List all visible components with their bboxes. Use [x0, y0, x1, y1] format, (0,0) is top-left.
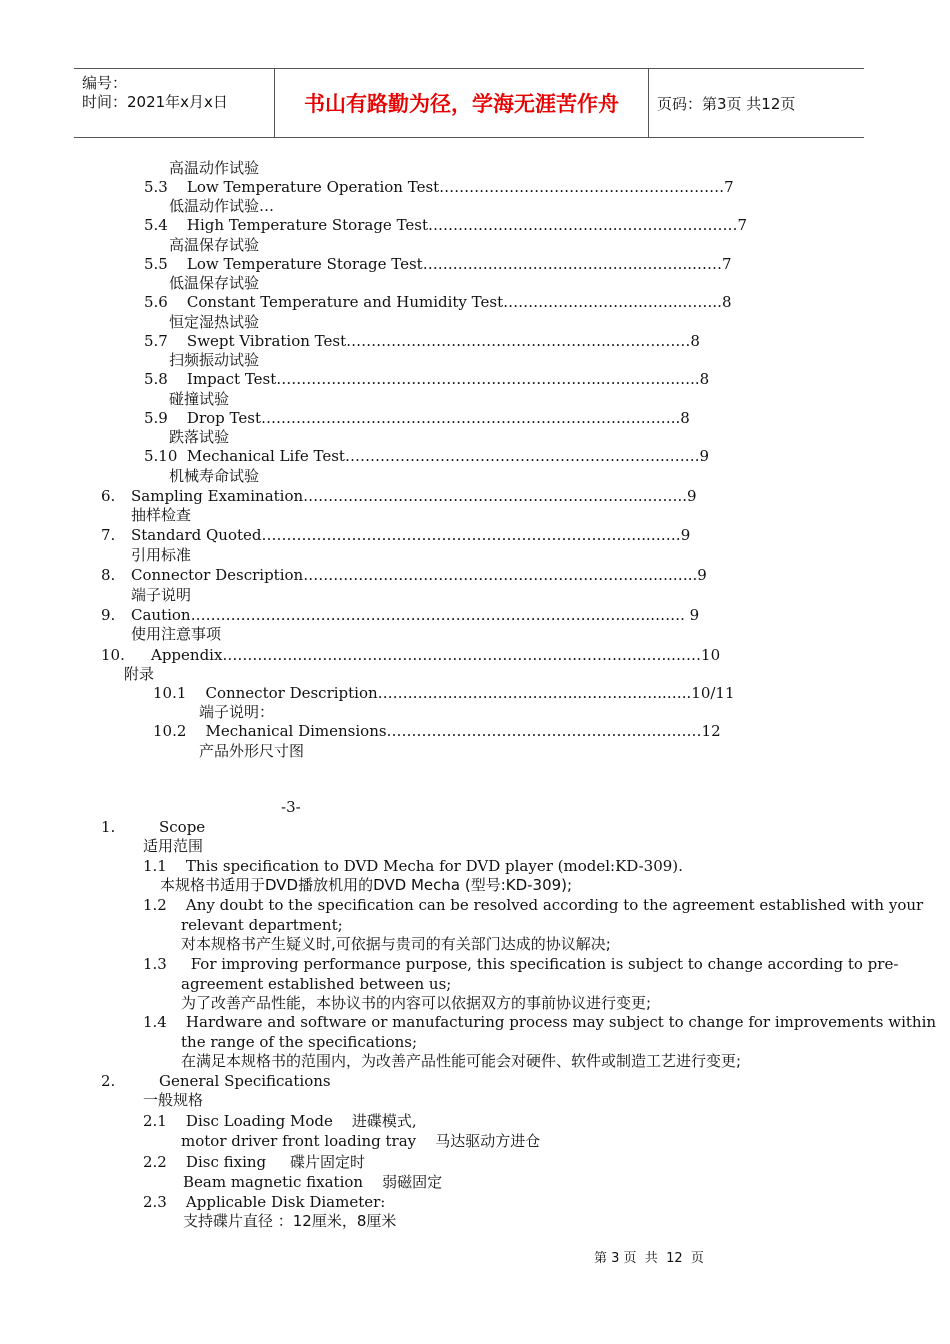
- toc-line: 低温保存试验: [169, 274, 260, 292]
- toc-line: 端子说明: [131, 586, 192, 604]
- toc-line: 5.9 Drop Test……………………………………………………………….………..8: [144, 409, 690, 427]
- body-line: the range of the specifications;: [181, 1033, 418, 1051]
- body-line: 支持碟片直径 ：12厘米，8厘米: [183, 1212, 397, 1230]
- section-number: 1.: [101, 818, 116, 836]
- section-title-zh: 适用范围: [143, 837, 204, 855]
- toc-number: 6.: [101, 487, 116, 505]
- toc-line: 端子说明：: [199, 703, 275, 721]
- toc-line: 使用注意事项: [131, 625, 222, 643]
- toc-line: 引用标准: [131, 546, 192, 564]
- toc-line: 恒定湿热试验: [169, 313, 260, 331]
- body-line: 1.3 For improving performance purpose, this specification is subject to change according to pre-: [143, 955, 899, 973]
- toc-line: Sampling Examination…………………………………………………………...……..9: [131, 487, 697, 505]
- toc-line: 跌落试验: [169, 428, 230, 446]
- body-line: 为了改善产品性能，本协议书的内容可以依据双方的事前协议进行变更;: [181, 994, 652, 1012]
- toc-number: 10.: [101, 646, 125, 664]
- toc-line: 5.8 Impact Test………………………………………………………...….……….…..8: [144, 370, 710, 388]
- toc-line: Standard Quoted……………………………………………………………….…..……9: [131, 526, 691, 544]
- toc-line: 高温保存试验: [169, 236, 260, 254]
- toc-line: 5.4 High Temperature Storage Test………………………………..……………………7: [144, 216, 748, 234]
- toc-line: 低温动作试验…: [169, 197, 275, 215]
- body-line: 2.3 Applicable Disk Diameter:: [143, 1193, 386, 1211]
- page-footer: 第 3 页 共 12 页: [594, 1251, 704, 1266]
- time-label: 时间：2021年x月x日: [82, 93, 228, 111]
- section-number: 2.: [101, 1072, 116, 1090]
- toc-line: Appendix……………………………………………………………..…………..…..……10: [151, 646, 721, 664]
- toc-line: 5.5 Low Temperature Storage Test…………………………………….………..……7: [144, 255, 732, 273]
- toc-number: 7.: [101, 526, 116, 544]
- toc-line: Caution……………………………………………………………………….……….……. 9: [131, 606, 700, 624]
- body-line: 1.1 This specification to DVD Mecha for DVD player (model:KD-309).: [143, 857, 683, 875]
- body-line: relevant department;: [181, 916, 343, 934]
- toc-line: 10.1 Connector Description…………………………………..……………..…..10/11: [153, 684, 735, 702]
- body-line: 2.1 Disc Loading Mode 进碟模式,: [143, 1112, 417, 1130]
- toc-line: 机械寿命试验: [169, 467, 260, 485]
- toc-line: Connector Description…………………………………………………………….….…..9: [131, 566, 707, 584]
- body-line: 2.2 Disc fixing 碟片固定时: [143, 1153, 365, 1171]
- section-title-zh: 一般规格: [143, 1091, 204, 1109]
- number-label: 编号：: [82, 74, 128, 92]
- toc-line: 附录: [124, 665, 155, 683]
- toc-line: 5.10 Mechanical Life Test……………………………………………………….…….9: [144, 447, 710, 465]
- toc-line: 高温动作试验: [169, 159, 260, 177]
- toc-line: 5.7 Swept Vibration Test……………………………………………...……………8: [144, 332, 700, 350]
- page-header: [74, 68, 864, 138]
- body-line: motor driver front loading tray 马达驱动方进仓: [181, 1132, 541, 1150]
- body-line: Beam magnetic fixation 弱磁固定: [183, 1173, 443, 1191]
- header-page-info: 页码：第3页 共12页: [657, 95, 796, 113]
- body-line: 1.2 Any doubt to the specification can be resolved according to the agreement established with your: [143, 896, 924, 914]
- section-title: General Specifications: [159, 1072, 331, 1090]
- body-line: 对本规格书产生疑义时,可依据与贵司的有关部门达成的协议解决;: [181, 935, 611, 953]
- toc-number: 9.: [101, 606, 116, 624]
- body-line: agreement established between us;: [181, 975, 452, 993]
- toc-line: 5.3 Low Temperature Operation Test…………………………………………………7: [144, 178, 734, 196]
- body-line: 在满足本规格书的范围内，为改善产品性能可能会对硬件、软件或制造工艺进行变更;: [181, 1052, 742, 1070]
- toc-number: 8.: [101, 566, 116, 584]
- body-line: 1.4 Hardware and software or manufacturing process may subject to change for improvements within: [143, 1013, 937, 1031]
- toc-line: 扫频振动试验: [169, 351, 260, 369]
- toc-line: 碰撞试验: [169, 390, 230, 408]
- body-line: 本规格书适用于DVD播放机用的DVD Mecha (型号:KD-309);: [160, 876, 573, 894]
- toc-line: 产品外形尺寸图: [199, 742, 305, 760]
- header-motto: 书山有路勤为径，学海无涯苦作舟: [275, 69, 649, 137]
- section-title: Scope: [159, 818, 206, 836]
- toc-line: 10.2 Mechanical Dimensions………………………………………………………12: [153, 722, 721, 740]
- page-marker: -3-: [281, 798, 301, 816]
- header-meta-cell: [74, 69, 275, 137]
- toc-line: 抽样检查: [131, 506, 192, 524]
- toc-line: 5.6 Constant Temperature and Humidity Test……………………….……..……..8: [144, 293, 732, 311]
